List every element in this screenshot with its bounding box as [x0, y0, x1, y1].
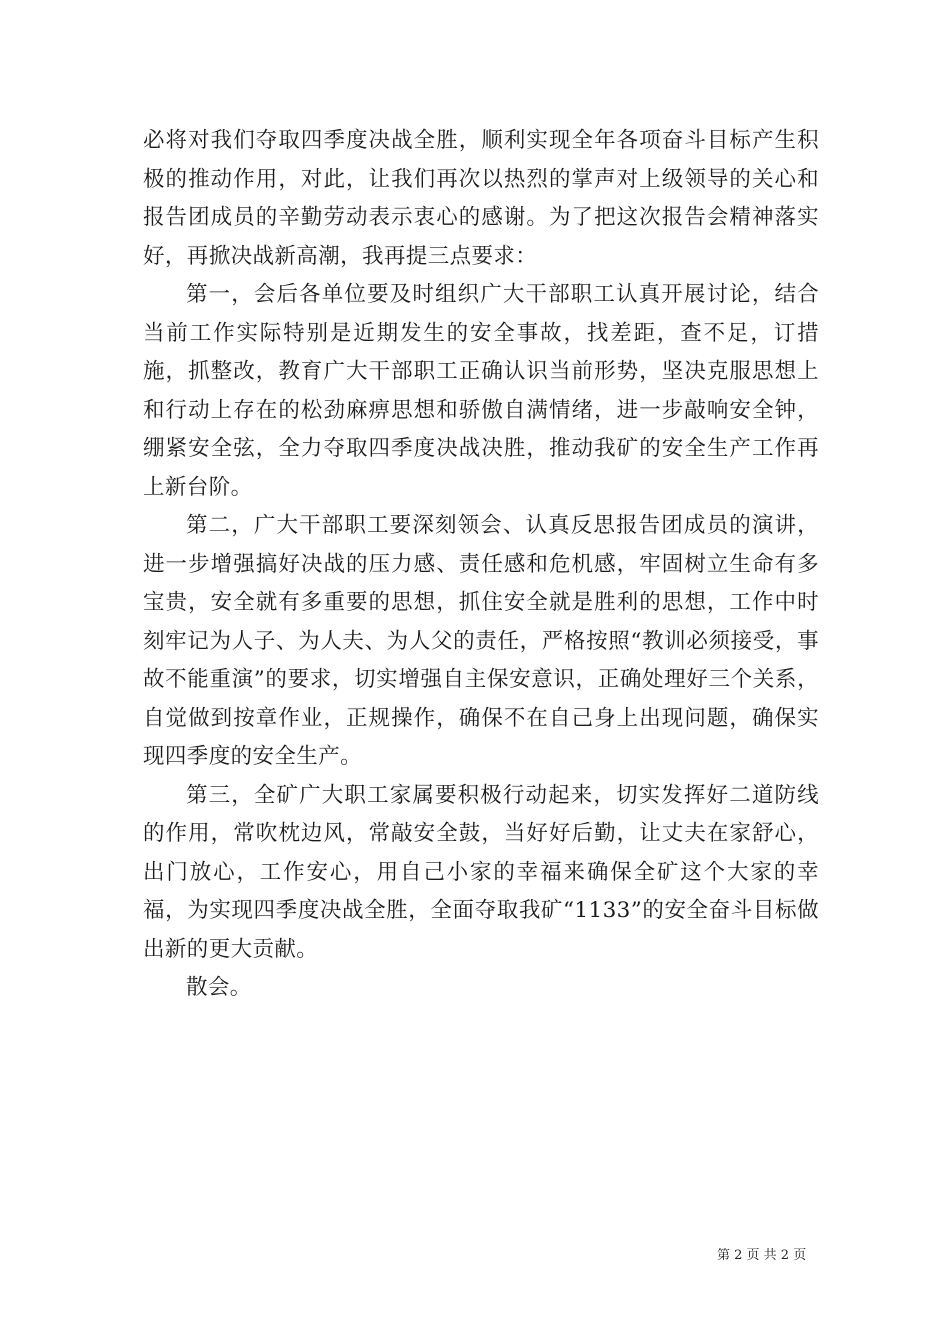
paragraph-3: 第二，广大干部职工要深刻领会、认真反思报告团成员的演讲，进一步增强搞好决战的压力感、责任感和危机感，牢固树立生命有多宝贵，安全就有多重要的思想，抓住安全就是胜利的思想，工作中时刻牢记为人子、为人夫、为人父的责任，严格按照“教训必须接受，事故不能重演”的要求，切实增强自主保安意识，正确处理好三个关系，自觉做到按章作业，正规操作，确保不在自己身上出现问题，确保实现四季度的安全生产。	[143, 513, 819, 769]
paragraph-1: 必将对我们夺取四季度决战全胜，顺利实现全年各项奋斗目标产生积极的推动作用，对此，让我们再次以热烈的掌声对上级领导的关心和报告团成员的辛勤劳动表示衷心的感谢。为了把这次报告会精神落实好，再掀决战新高潮，我再提三点要求：	[143, 128, 819, 269]
paragraph-2: 第一，会后各单位要及时组织广大干部职工认真开展讨论，结合当前工作实际特别是近期发生的安全事故，找差距，查不足，订措施，抓整改，教育广大干部职工正确认识当前形势，坚决克服思想上和行动上存在的松劲麻痹思想和骄傲自满情绪，进一步敲响安全钟，绷紧安全弦，全力夺取四季度决战决胜，推动我矿的安全生产工作再上新台阶。	[143, 282, 819, 500]
page-number: 第 2 页 共 2 页	[717, 1248, 807, 1263]
paragraph-5: 散会。	[186, 975, 252, 1000]
paragraph-4: 第三，全矿广大职工家属要积极行动起来，切实发挥好二道防线的作用，常吹枕边风，常敲安全鼓，当好好后勤，让丈夫在家舒心，出门放心，工作安心，用自己小家的幸福来确保全矿这个大家的幸福，为实现四季度决战全胜，全面夺取我矿“1133”的安全奋斗目标做出新的更大贡献。	[143, 782, 819, 962]
document-body	[143, 122, 819, 1008]
